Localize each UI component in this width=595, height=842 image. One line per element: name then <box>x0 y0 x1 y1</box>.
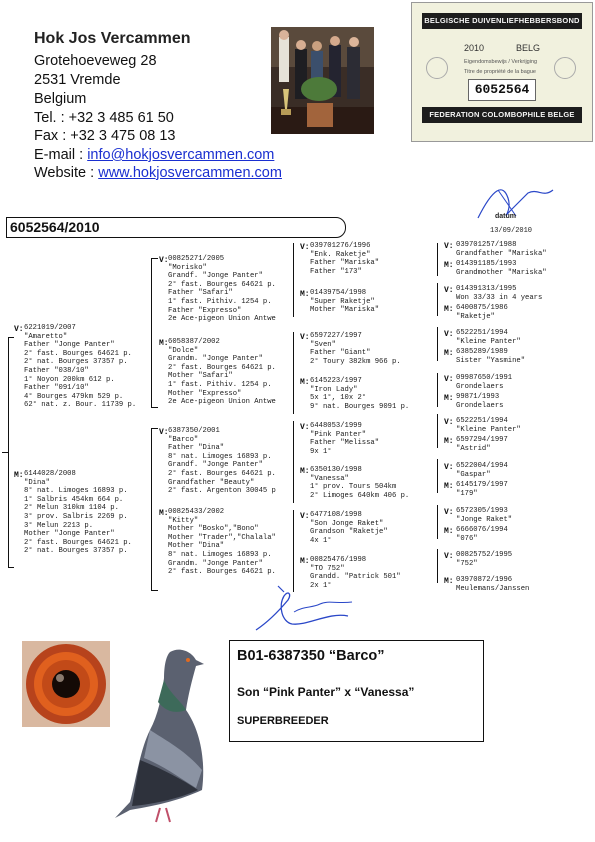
mother-marker: M: <box>14 471 24 480</box>
mother-marker: M: <box>444 305 454 314</box>
gen4-ancestor-9: 6522251/1994 "Kleine Panter" <box>456 417 521 434</box>
mother-marker: M: <box>444 577 454 586</box>
email-line <box>34 147 274 164</box>
father-marker: V: <box>300 512 310 521</box>
father-marker: V: <box>159 428 169 437</box>
gen4-ancestor-6: 6385289/1989 Sister "Yasmine" <box>456 348 526 365</box>
pedigree-line <box>437 373 438 407</box>
father-marker: V: <box>300 333 310 342</box>
pedigree-line <box>151 258 152 408</box>
father-marker: V: <box>444 286 454 295</box>
gen3-ancestor-1: 039701276/1996 "Enk. Raketje" Father "Mariska" Father "173" <box>310 242 380 276</box>
certificate-left-emblem-icon <box>426 57 448 79</box>
pedigree-line <box>437 243 438 276</box>
address-country: Belgium <box>34 91 87 107</box>
gen2-father-father: 00825271/2005 "Morisko" Grandf. "Jonge Panter" 2° fast. Bourges 64621 p. Father "Safari" 1° fast. Pithiv. 1254 p. Father "Expresso" 2e Ace-pigeon Union Antwe <box>168 255 276 324</box>
father-marker: V: <box>444 418 454 427</box>
gen4-ancestor-11: 6522004/1994 "Gaspar" <box>456 462 508 479</box>
website-line <box>34 165 282 182</box>
gen4-ancestor-4: 6400875/1986 "Raketje" <box>456 304 508 321</box>
signature-bottom-icon <box>248 582 363 642</box>
telephone: Tel. : +32 3 485 61 50 <box>34 110 174 126</box>
pedigree-line <box>437 327 438 361</box>
gen4-ancestor-16: 03970872/1996 Meulemans/Janssen <box>456 576 530 593</box>
father-marker: V: <box>300 423 310 432</box>
father-marker: V: <box>444 552 454 561</box>
pedigree-line <box>151 590 158 591</box>
certificate-text-fr: Titre de propriété de la bague <box>464 69 536 75</box>
eye-photo <box>22 641 110 727</box>
gen4-ancestor-12: 6145179/1997 "179" <box>456 481 508 498</box>
gen4-ancestor-10: 6597294/1997 "Astrid" <box>456 436 508 453</box>
team-photo <box>271 27 374 134</box>
pedigree-line <box>437 505 438 539</box>
gen2-mother-father: 6387350/2001 "Barco" Father "Dina" 8° nat. Limoges 16893 p. Grandf. "Jonge Panter" 2° fast. Bourges 64621 p. Grandfather "Beauty" 2° fast. Argenton 30045 p <box>168 427 276 496</box>
gen4-ancestor-8: 99871/1993 Grondelaers <box>456 393 504 410</box>
gen4-ancestor-13: 6572305/1993 "Jonge Raket" <box>456 507 513 524</box>
pedigree-line <box>2 452 8 453</box>
father-marker: V: <box>444 330 454 339</box>
gen3-ancestor-2: 01439754/1998 "Super Raketje" Mother "Mariska" <box>310 289 380 315</box>
gen4-ancestor-5: 6522251/1994 "Kleine Panter" <box>456 329 521 346</box>
pedigree-line <box>151 407 158 408</box>
mother-marker: M: <box>300 290 310 299</box>
pedigree-line <box>437 459 438 493</box>
mother-marker: M: <box>159 339 169 348</box>
father-marker: V: <box>14 325 24 334</box>
ring-certificate <box>411 2 593 142</box>
pedigree-line <box>437 414 438 448</box>
gen3-ancestor-6: 6350130/1998 "Vanessa" 1° prov. Tours 504km 2° Limoges 640km 406 p. <box>310 466 410 500</box>
pedigree-line <box>151 428 152 590</box>
pedigree-line <box>437 549 438 583</box>
father-marker: V: <box>444 375 454 384</box>
loft-name: Hok Jos Vercammen <box>34 30 191 47</box>
mother-marker: M: <box>444 261 454 270</box>
pedigree-line <box>151 428 158 429</box>
mother-marker: M: <box>444 527 454 536</box>
bird-status: SUPERBREEDER <box>237 715 329 727</box>
address-street: Grotehoeveweg 28 <box>34 53 157 69</box>
pedigree-line <box>437 283 438 316</box>
pedigree-line <box>151 258 158 259</box>
gen1-mother: 6144028/2008 "Dina" 8° nat. Limoges 16893 p. 1° Salbris 454km 664 p. 2° Melun 310km 1104 p. 3° prov. Salbris 2269 p. 3° Melun 2213 p. Mother "Jonge Panter" 2° fast. Bourges 64621 p. 2° nat. Bourges 37357 p. <box>24 470 132 556</box>
gen1-father: 6221019/2007 "Amaretto" Father "Jonge Panter" 2° fast. Bourges 64621 p. 2° nat. Bourges 37357 p. Father "038/10" 1° Noyon 200km 612 p. Father "091/10" 4° Bourges 479km 529 p. 62° nat. z. Bour. 11739 p. <box>24 324 137 410</box>
pedigree-line <box>293 243 294 317</box>
father-marker: V: <box>159 256 169 265</box>
pigeon-photo <box>110 640 220 830</box>
bird-parents: Son “Pink Panter” x “Vanessa” <box>237 685 415 699</box>
mother-marker: M: <box>300 557 310 566</box>
gen4-ancestor-2: 014391185/1993 Grandmother "Mariska" <box>456 260 547 277</box>
gen3-ancestor-3: 6597227/1997 "Sven" Father "Giant" 2° Toury 382km 966 p. <box>310 332 401 366</box>
website-link[interactable]: www.hokjosvercammen.com <box>98 165 282 181</box>
pedigree-line <box>8 567 14 568</box>
mother-marker: M: <box>300 467 310 476</box>
gen4-ancestor-1: 039701257/1988 Grandfather "Mariska" <box>456 241 547 258</box>
gen2-father-mother: 6058387/2002 "Dolce" Grandm. "Jonge Panter" 2° fast. Bourges 64621 p. Mother "Safari" 1° fast. Pithiv. 1254 p. Mother "Expresso" 2e Ace-pigeon Union Antwe <box>168 338 276 407</box>
gen2-mother-mother: 00825433/2002 "Kitty" Mother "Bosko","Bono" Mother "Trader","Chalala" Mother "Dina" 8° nat. Limoges 16893 p. Grandm. "Jonge Panter" 2° fast. Bourges 64621 p. <box>168 508 276 577</box>
ring-number: 6052564/2010 <box>10 219 100 235</box>
certificate-bottom-band: FEDERATION COLOMBOPHILE BELGE <box>422 107 582 123</box>
certificate-top-band: BELGISCHE DUIVENLIEFHEBBERSBOND <box>422 13 582 29</box>
email-label: E-mail : <box>34 147 84 163</box>
pedigree-line <box>293 421 294 503</box>
mother-marker: M: <box>444 394 454 403</box>
gen4-ancestor-14: 6666076/1994 "076" <box>456 526 508 543</box>
father-marker: V: <box>444 242 454 251</box>
certificate-ring-number: 6052564 <box>468 79 536 101</box>
gen3-ancestor-5: 6448053/1999 "Pink Panter" Father "Melissa" 9x 1° <box>310 422 380 456</box>
mother-marker: M: <box>444 349 454 358</box>
mother-marker: M: <box>300 378 310 387</box>
pedigree-line <box>293 332 294 414</box>
certificate-text-nl: Eigendomsbewijs / Verkrijging <box>464 59 538 65</box>
stamp-label: datum <box>495 213 516 220</box>
gen4-ancestor-15: 00825752/1995 "752" <box>456 551 513 568</box>
gen3-ancestor-4: 6145223/1997 "Iron Lady" 5x 1°, 10x 2° 9° nat. Bourges 9091 p. <box>310 377 410 411</box>
mother-marker: M: <box>444 482 454 491</box>
father-marker: V: <box>300 243 310 252</box>
gen3-ancestor-8: 00825476/1998 "TO 752" Grandd. "Patrick 501" 2x 1° <box>310 556 401 590</box>
pedigree-line <box>8 337 14 338</box>
certificate-right-emblem-icon <box>554 57 576 79</box>
pedigree-line <box>293 510 294 592</box>
signature-top-icon <box>468 178 558 228</box>
father-marker: V: <box>444 463 454 472</box>
fax: Fax : +32 3 475 08 13 <box>34 128 176 144</box>
gen4-ancestor-7: 09987650/1991 Grondelaers <box>456 374 513 391</box>
mother-marker: M: <box>444 437 454 446</box>
gen3-ancestor-7: 6477108/1998 "Son Jonge Raket" Grandson "Raketje" 4x 1° <box>310 511 388 545</box>
father-marker: V: <box>444 508 454 517</box>
pedigree-line <box>8 337 9 567</box>
certificate-year: 2010 <box>464 43 485 53</box>
gen4-ancestor-3: 014391313/1995 Won 33/33 in 4 years <box>456 285 543 302</box>
address-city: 2531 Vremde <box>34 72 121 88</box>
certificate-country: BELG <box>516 43 541 53</box>
bird-name: B01-6387350 “Barco” <box>237 648 385 664</box>
mother-marker: M: <box>159 509 169 518</box>
stamp-date: 13/09/2010 <box>490 227 533 235</box>
email-link[interactable]: info@hokjosvercammen.com <box>87 147 275 163</box>
website-label: Website : <box>34 165 95 181</box>
